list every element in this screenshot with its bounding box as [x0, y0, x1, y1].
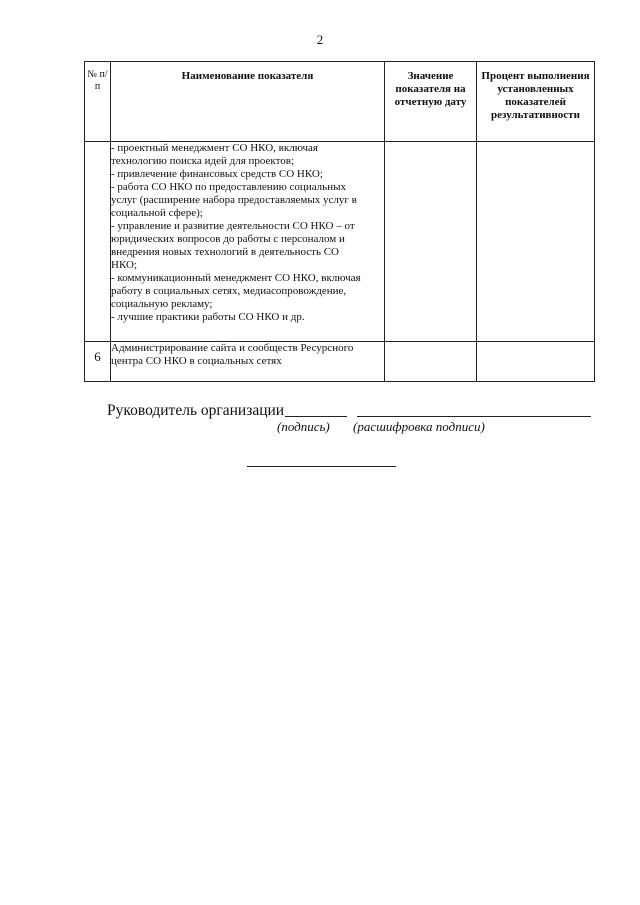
signature-line — [285, 416, 347, 417]
row-name-cell — [111, 142, 385, 342]
table-row — [85, 342, 595, 382]
header-value: Значение показателя на отчетную дату — [385, 62, 477, 142]
list-item: - управление и развитие деятельности СО НКО – от — [111, 220, 355, 232]
page-number: 2 — [316, 32, 324, 47]
row-percent-cell — [477, 342, 595, 382]
list-item: внедрения новых технологий в деятельность СО — [111, 246, 339, 258]
table-row — [85, 142, 595, 342]
row-number-cell — [85, 142, 111, 342]
list-item: социальной сфере); — [111, 207, 203, 219]
list-item: - коммуникационный менеджмент СО НКО, включая — [111, 272, 361, 284]
list-item: юридических вопросов до работы с персоналом и — [111, 233, 345, 245]
row-number-cell: 6 — [85, 342, 111, 382]
header-name: Наименование показателя — [111, 62, 385, 142]
list-item: - лучшие практики работы СО НКО и др. — [111, 311, 305, 323]
indicators-table — [84, 61, 595, 382]
signature-caption: (подпись) — [277, 419, 330, 434]
list-item: - привлечение финансовых средств СО НКО; — [111, 168, 323, 180]
row-value-cell — [385, 142, 477, 342]
row-name-cell: Администрирование сайта и сообществ Ресурсного центра СО НКО в социальных сетях — [111, 342, 385, 382]
header-percent: Процент выполнения установленных показателей результативности — [477, 62, 595, 142]
separator-line — [247, 466, 396, 467]
row-percent-cell — [477, 142, 595, 342]
list-item: социальную рекламу; — [111, 298, 213, 310]
signature-label: Руководитель организации — [107, 402, 285, 419]
list-item: - проектный менеджмент СО НКО, включая — [111, 142, 318, 154]
header-number: № п/п — [85, 62, 111, 142]
list-item: работу в социальных сетях, медиасопровождение, — [111, 285, 347, 297]
list-item: технологию поиска идей для проектов; — [111, 155, 295, 167]
list-item: - работа СО НКО по предоставлению социальных — [111, 181, 346, 193]
list-item: НКО; — [111, 259, 138, 271]
signature-decoding-caption: (расшифровка подписи) — [353, 419, 485, 434]
list-item: услуг (расширение набора предоставляемых услуг в — [111, 194, 357, 206]
table-header-row — [85, 62, 595, 142]
signature-decoding-line — [357, 416, 591, 417]
row-value-cell — [385, 342, 477, 382]
